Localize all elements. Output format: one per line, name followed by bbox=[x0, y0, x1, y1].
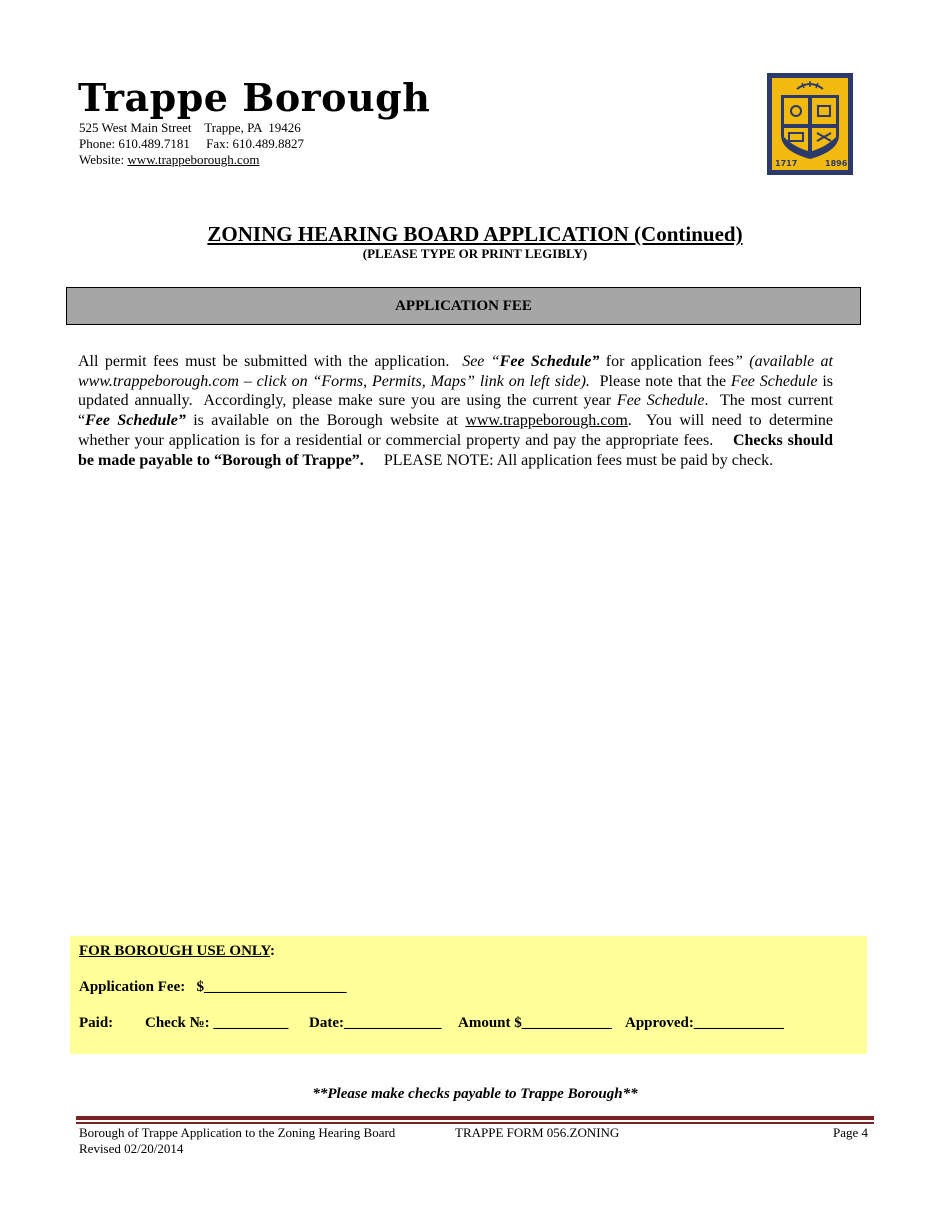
borough-seal-icon bbox=[767, 73, 853, 175]
body-s9: Fee Schedule bbox=[616, 392, 705, 410]
fee-instructions-paragraph bbox=[78, 352, 838, 470]
footer-revised: Revised 02/20/2014 bbox=[79, 1141, 184, 1156]
footer-page-number: Page 4 bbox=[833, 1125, 869, 1140]
footer-doc-title: Borough of Trappe Application to the Zoning Hearing Board bbox=[79, 1125, 396, 1140]
checks-payable-note: **Please make checks payable to Trappe Borough** bbox=[312, 1086, 638, 1102]
body-website-link[interactable]: www.trappeborough.com bbox=[465, 412, 628, 430]
footer-form-id: TRAPPE FORM 056.ZONING bbox=[455, 1125, 620, 1140]
body-s4: for application fees bbox=[599, 353, 735, 370]
address-line: 525 West Main Street Trappe, PA 19426 bbox=[79, 120, 301, 135]
body-s16: PLEASE NOTE: All application fees must be paid by check. bbox=[363, 451, 774, 469]
body-s8: is updated annually. Accordingly, please make sure you are using the current year bbox=[78, 372, 838, 410]
footer-rule-thick bbox=[76, 1116, 874, 1120]
seal-year-right: 1896 bbox=[825, 159, 848, 168]
application-fee-label: APPLICATION FEE bbox=[395, 297, 532, 314]
page-subtitle: (PLEASE TYPE OR PRINT LEGIBLY) bbox=[362, 246, 588, 261]
body-s2: See “ bbox=[462, 353, 500, 370]
website-line bbox=[79, 152, 304, 168]
footer-left bbox=[79, 1125, 395, 1157]
body-s14: . You will need to determine whether your application is for a residential or commercial property and pay the appropriate fees. bbox=[78, 412, 837, 449]
office-title-suffix: : bbox=[270, 943, 276, 959]
borough-title: Trappe Borough bbox=[78, 75, 431, 120]
body-s6: Please note that the bbox=[589, 372, 731, 390]
body-s11: Fee Schedule” bbox=[85, 412, 186, 430]
body-s7: Fee Schedule bbox=[730, 372, 818, 390]
footer-rule-thin bbox=[76, 1122, 874, 1124]
phone-fax-line: Phone: 610.489.7181 Fax: 610.489.8827 bbox=[79, 136, 304, 151]
office-title-text: FOR BOROUGH USE ONLY bbox=[79, 943, 271, 959]
body-s3: Fee Schedule” bbox=[499, 353, 600, 370]
contact-block bbox=[79, 120, 304, 168]
page-title: ZONING HEARING BOARD APPLICATION (Continued) bbox=[207, 222, 743, 246]
body-s1: All permit fees must be submitted with the application. bbox=[78, 353, 463, 370]
website-link[interactable]: www.trappeborough.com bbox=[127, 152, 260, 167]
seal-year-left: 1717 bbox=[775, 159, 798, 168]
body-s15: Checks should be made payable to “Borough of Trappe”. bbox=[78, 431, 838, 469]
approved-field[interactable]: Approved:____________ bbox=[625, 1015, 784, 1031]
date-field[interactable]: Date:_____________ bbox=[309, 1015, 442, 1031]
body-s10: . The most current “ bbox=[78, 392, 838, 430]
paid-label: Paid: bbox=[79, 1015, 114, 1031]
check-number-field[interactable]: Check №: __________ bbox=[145, 1015, 289, 1031]
borough-use-only-title bbox=[79, 943, 275, 960]
amount-field[interactable]: Amount $____________ bbox=[458, 1015, 612, 1031]
application-fee-field[interactable]: Application Fee: $___________________ bbox=[79, 979, 347, 995]
body-s5: ” (available at www.trappeborough.com – click on “Forms, Permits, Maps” link on left side). bbox=[78, 353, 838, 390]
application-fee-header bbox=[66, 287, 861, 325]
body-s12: is available on the Borough website at bbox=[185, 412, 466, 430]
website-label: Website: bbox=[79, 152, 128, 167]
